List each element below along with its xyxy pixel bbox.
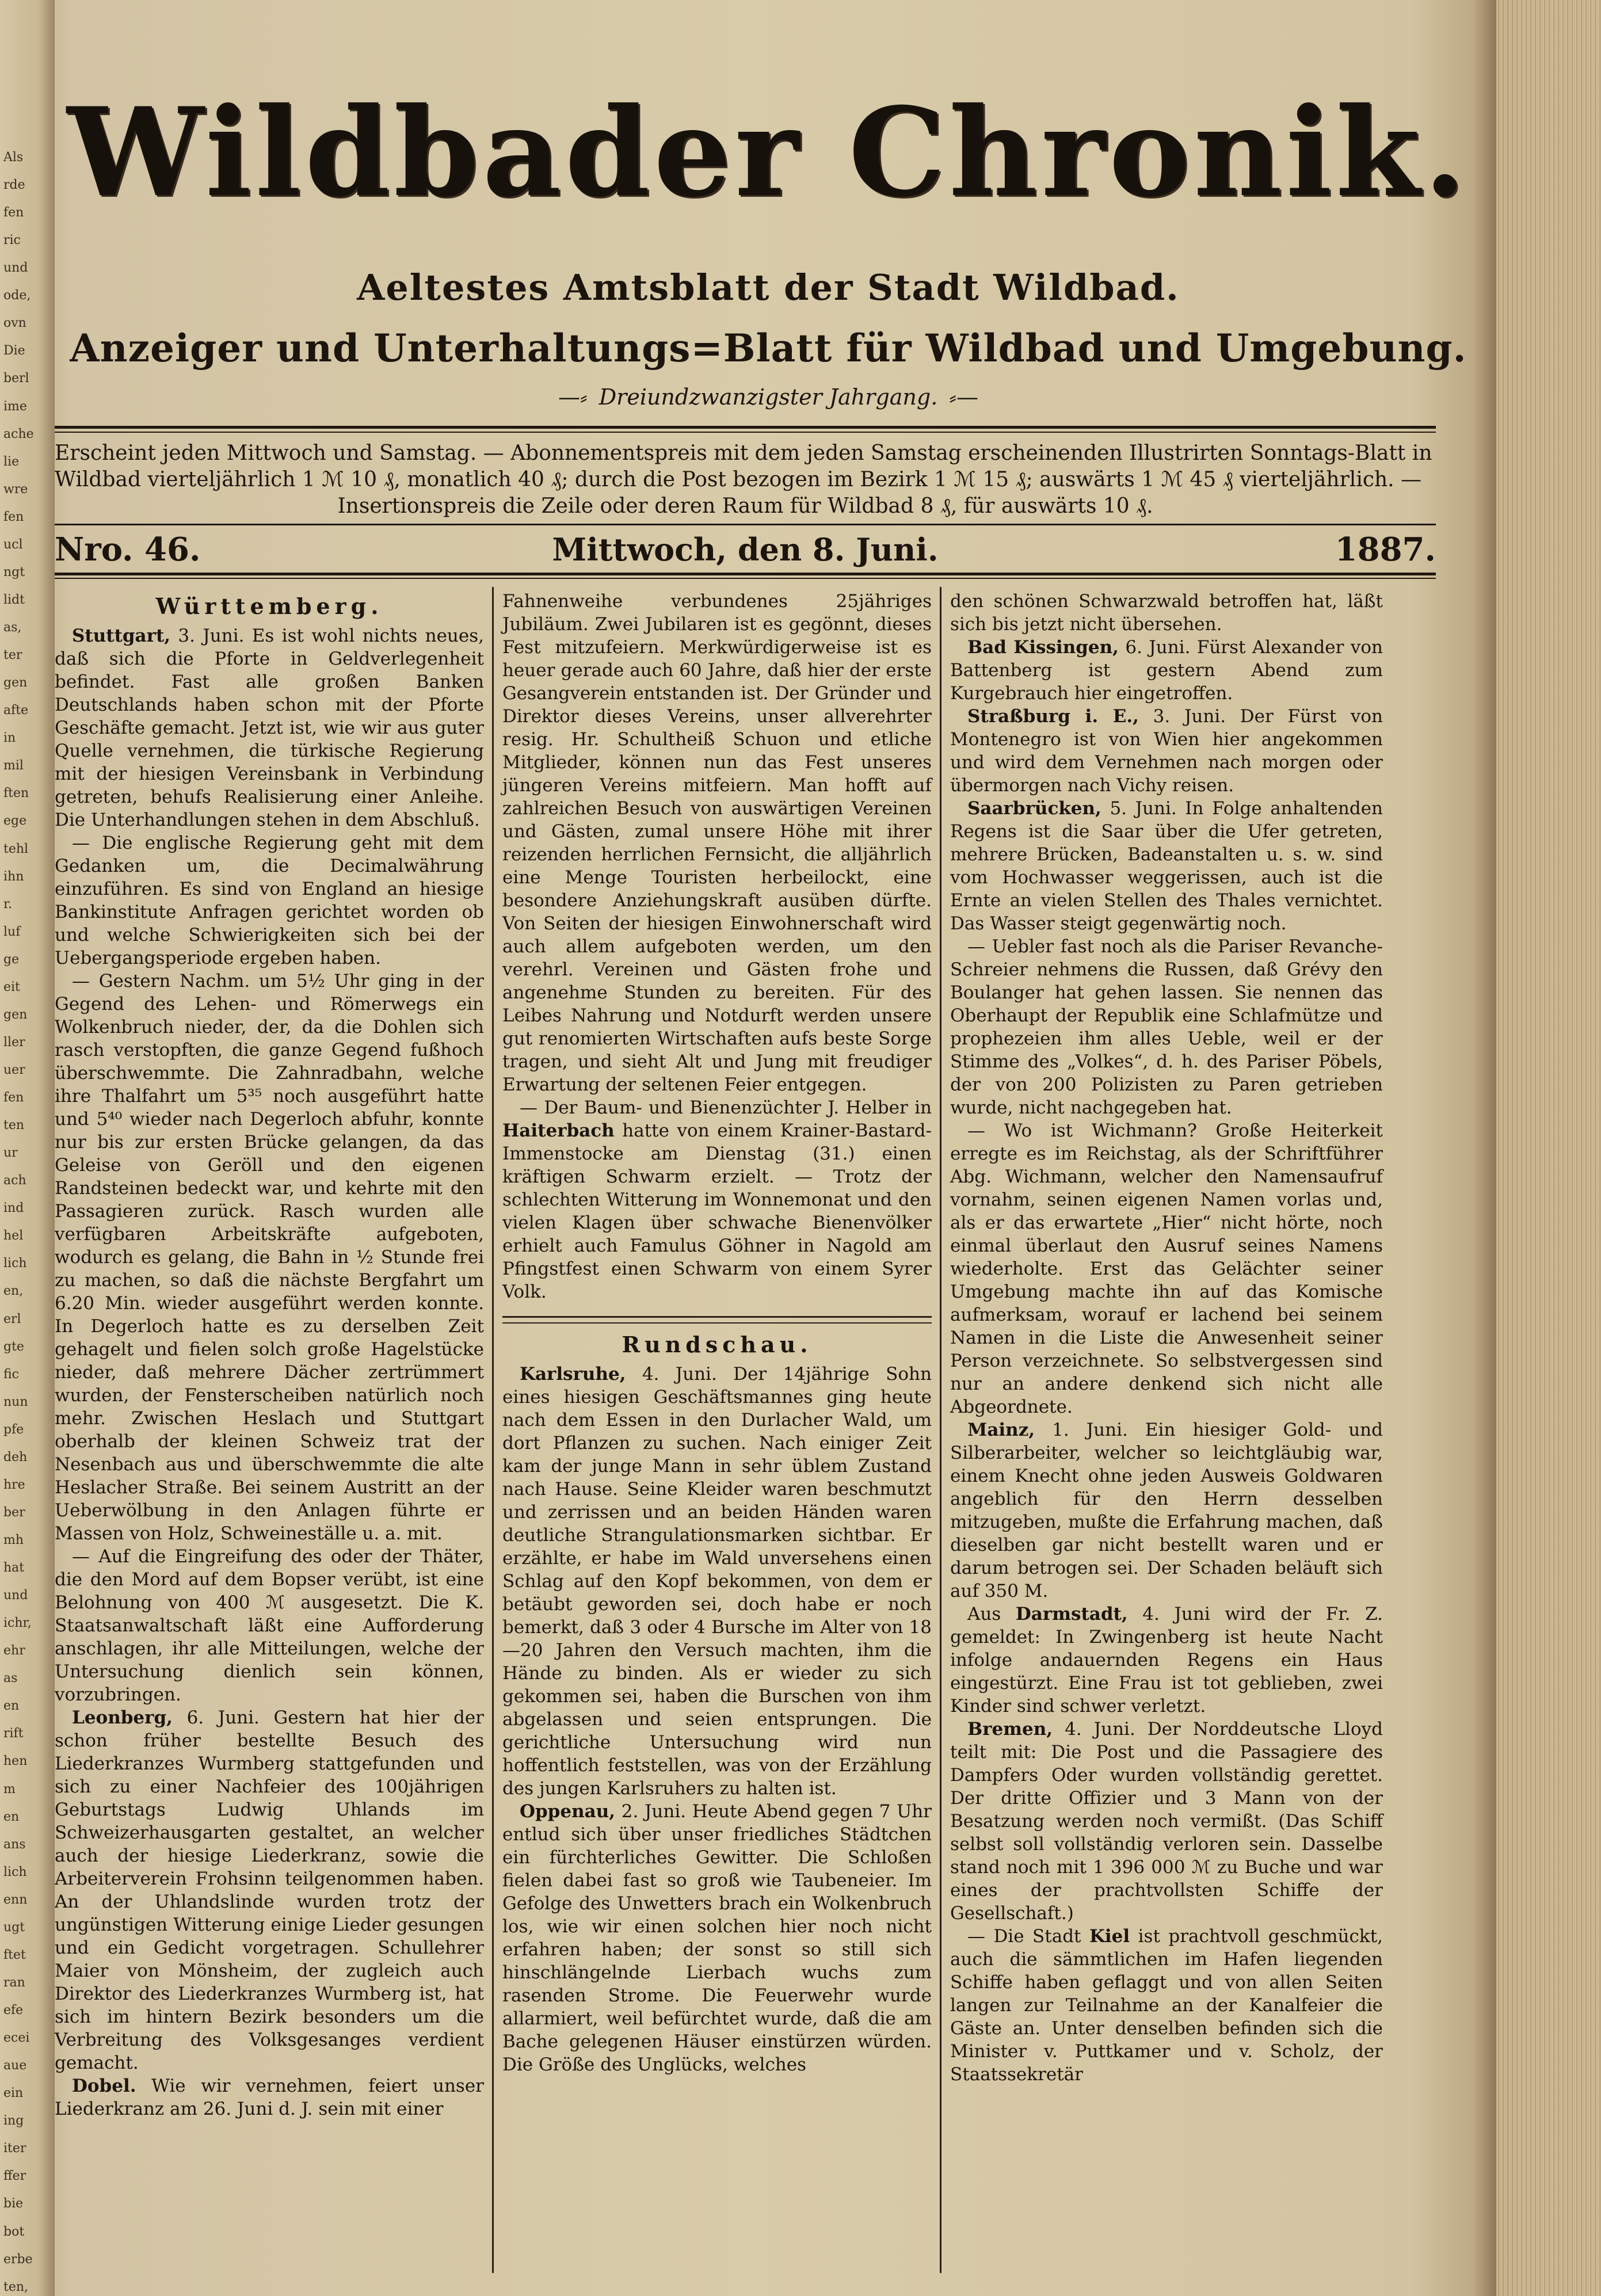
column-divider [940,587,941,2273]
facing-page-text-fragment: und [3,1588,28,1603]
section-separator [502,1316,932,1324]
facing-page-text-fragment: m [3,1782,16,1797]
article-paragraph [950,1603,1383,1718]
article-text: ist prachtvoll geschmückt, auch die sämmtlichen im Hafen liegenden Schiffe haben geflaggt und von allen Seiten langen zur Teilnahme an der Kanalfeier die Gäste an. Unter denselben befinden sich die Minister v. Puttkamer und v. Scholz, der Staatssekretär [950,1926,1383,2085]
article-text: 5. Juni. In Folge anhaltenden Regens ist die Saar über die Ufer getreten, mehrere Brücken, Badeanstalten u. s. w. sind vom Hochwasser weggerissen, auch ist die Ernte an vielen Stellen des Thales vernichtet. Das Wasser steigt gegenwärtig noch. [950,798,1383,934]
facing-page-text-fragment: ur [3,1146,18,1160]
article-paragraph [950,705,1383,797]
dateline: Stuttgart, [72,626,171,646]
article-text: 3. Juni. Es ist wohl nichts neues, daß sich die Pforte in Geldverlegenheit befindet. Fast alle großen Banken Deutschlands haben schon mit der Pforte Geschäfte gemacht. Jetzt ist, wie wir aus guter Quelle vernehmen, die türkische Regierung mit der hiesigen Vereinsbank in Verbindung getreten, behufs Realisierung einer Anleihe. Die Unterhandlungen stehen in dem Abschluß. [55,626,484,830]
column-divider [492,587,494,2273]
facing-page-text-fragment: eit [3,980,20,994]
dateline: Oppenau, [520,1801,616,1822]
facing-page-text-fragment: nun [3,1395,28,1409]
article-paragraph: Fahnenweihe verbundenes 25jähriges Jubiläum. Zwei Jubilaren ist es gegönnt, dieses Fest mitzufeiern. Merkwürdigerweise ist es heuer gerade auch 60 Jahre, daß hier der erste Gesangverein entstanden ist. Der Gründer und Direktor dieses Vereins, unser allverehrter resig. Hr. Schultheiß Schuon und etliche Mitglieder, können nun das Fest unseres jüngeren Vereins mitfeiern. Man hofft auf zahlreichen Besuch von auswärtigen Vereinen und Gästen, zumal unsere Höhe mit ihrer reizenden herrlichen Fernsicht, die alljährlich eine Menge Touristen herbeilockt, eine besondere Anziehungskraft ausüben dürfte. Von Seiten der hiesigen Einwohnerschaft wird auch allem aufgeboten werden, um den verehrl. Vereinen und Gästen frohe und angenehme Stunden zu bereiten. Für des Leibes Nahrung und Notdurft werden unsere gut renomierten Wirtschaften aufs beste Sorge tragen, und sieht Alt und Jung mit freudiger Erwartung der seltenen Feier entgegen. [502,591,932,1095]
facing-page-text-fragment: luf [3,925,21,939]
article-text: — Die Stadt [967,1926,1089,1947]
subscription-line: Insertionspreis die Zeile oder deren Raum für Wildbad 8 ₰, für auswärts 10 ₰. [337,494,1153,518]
facing-page-text-fragment: ucl [3,537,23,552]
facing-page-text-fragment: fic [3,1367,19,1382]
facing-page-text-fragment: ten [3,1118,25,1132]
facing-page-text-fragment: aue [3,2058,27,2073]
article-paragraph [950,797,1383,935]
facing-page-text-fragment: ege [3,814,27,828]
facing-page-text-fragment: as [3,1671,18,1685]
dateline: Mainz, [967,1420,1035,1440]
article-text: 3. Juni. Der Fürst von Montenegro ist von Wien hier angekommen und wird dem Vernehmen nach morgen oder übermorgen nach Vichy reisen. [950,706,1383,796]
dateline: Straßburg i. E., [967,706,1139,727]
facing-page-text-fragment: rift [3,1726,24,1741]
facing-page-text-fragment: fen [3,1090,24,1105]
article-text: 4. Juni. Der Norddeutsche Lloyd teilt mit: Die Post und die Passagiere des Dampfers Oder wurden vollständig gerettet. Der dritte Offizier und 3 Mann von der Besatzung werden noch vermißt. (Das Schiff selbst soll vollständig verloren sein. Dasselbe stand noch mit 1 396 000 ℳ zu Buche und war eines der prachtvollsten Schiffe der Gesellschaft.) [950,1719,1383,1924]
facing-page-text-fragment: hat [3,1561,25,1575]
dateline: Dobel. [72,2076,136,2096]
article-paragraph: den schönen Schwarzwald betroffen hat, läßt sich bis jetzt nicht übersehen. [950,591,1383,635]
ornament-left: —⸗ [558,384,588,410]
facing-page-text-fragment: lie [3,455,20,469]
facing-page-text-fragment: fen [3,510,24,524]
article-paragraph [950,1418,1383,1603]
article-paragraph [55,1706,484,2074]
facing-page-text-fragment: fen [3,205,24,220]
dateline: Kiel [1089,1926,1130,1947]
facing-page-text-fragment: ovn [3,316,26,330]
page-edges [1496,0,1601,2296]
dateline: Karlsruhe, [520,1364,626,1385]
article-paragraph: — Uebler fast noch als die Pariser Revanche-Schreier nehmens die Russen, daß Grévy den Boulanger hat gehen lassen. Sie nennen das Oberhaupt der Republik eine Schlafmütze und prophezeien ihm alles Ueble, weil er der Stimme des „Volkes“, d. h. des Pariser Pöbels, der von 200 Polizisten zu Paren getrieben wurde, nicht nachgegeben hat. [950,936,1383,1118]
article-text: 2. Juni. Heute Abend gegen 7 Uhr entlud sich über unser friedliches Städtchen ein fürchterliches Gewitter. Die Schloßen fielen dabei fast so groß wie Taubeneier. Im Gefolge des Unwetters brach ein Wolkenbruch los, wie wir einen solchen hier noch nicht erfahren haben; der sonst so still sich hinschlängelnde Lierbach wuchs zum rasenden Strome. Die Feuerwehr wurde allarmiert, weil befürchtet wurde, daß die am Bache gelegenen Häuser einstürzen würden. Die Größe des Unglücks, welches [502,1801,932,2075]
facing-page-text-fragment: in [3,731,16,745]
subscription-info [55,440,1436,520]
issue-number: Nro. 46. [55,531,201,569]
facing-page-text-fragment: berl [3,371,29,386]
facing-page-text-fragment: ric [3,233,21,247]
facing-page-text-fragment: deh [3,1450,28,1464]
article-text: 1. Juni. Ein hiesiger Gold- und Silberarbeiter, welcher so leichtgläubig war, einem Knecht ohne jeden Ausweis Goldwaren angeblich für den Herrn desselben mitzugeben, mußte die Erfahrung machen, daß dieselben gar nicht bestellt waren und er darum betrogen sei. Der Schaden beläuft sich auf 350 M. [950,1420,1383,1601]
subscription-line: Erscheint jeden Mittwoch und Samstag. — Abonnementspreis mit dem jeden Samstag erscheinenden Illustrirten Sonntags-Blatt in [55,441,1432,465]
facing-page-text-fragment: ach [3,1173,26,1188]
facing-page-text-fragment: ter [3,648,22,662]
facing-page-text-fragment: bie [3,2196,24,2211]
article-text: Wie wir vernehmen, feiert unser Liederkranz am 26. Juni d. J. sein mit einer [55,2076,484,2119]
facing-page-text-fragment: rde [3,178,25,192]
facing-page-text-fragment: Die [3,344,25,358]
facing-page-text-fragment: en, [3,1284,24,1298]
article-text: 6. Juni. Gestern hat hier der schon früher bestellte Besuch des Liederkranzes Wurmberg stattgefunden und sich zu einer Nachfeier des 100jährigen Geburtstags Ludwig Uhlands im Schweizerhausgarten gestaltet, an welcher auch der hiesige Liederkranz, sowie die Arbeiterverein Frohsinn teilgenommen haben. An der Uhlandslinde wurden trotz der ungünstigen Witterung einige Lieder gesungen und ein Gedicht vorgetragen. Schullehrer Maier von Mönsheim, der zugleich auch Direktor des Liederkranzes Wurmberg ist, hat sich im hintern Bezirk besonders um die Verbreitung des Volksgesanges verdient gemacht. [55,1707,484,2073]
facing-page-text-fragment: enn [3,1893,28,1907]
dateline: Darmstadt, [1015,1604,1128,1624]
facing-page-text-fragment: ichr, [3,1616,32,1630]
article-text: 6. Juni. Fürst Alexander von Battenberg ist gestern Abend zum Kurgebrauch hier eingetroffen. [950,637,1383,704]
subscription-line: Wildbad vierteljährlich 1 ℳ 10 ₰, monatlich 40 ₰; durch die Post bezogen im Bezirk 1 ℳ 15 ₰; auswärts 1 ℳ 45 ₰ vierteljährlich. — [55,468,1422,491]
article-paragraph: — Die englische Regierung geht mit dem Gedanken um, die Decimalwährung einzuführen. Es sind von England an hiesige Bankinstitute Anfragen gerichtet worden ob und welche Schwierigkeiten sich bei der Uebergangsperiode ergeben haben. [55,833,484,968]
ornament-right: ⸗— [949,384,978,410]
dateline: Leonberg, [72,1707,173,1728]
section-heading: Rundschau. [622,1332,813,1357]
facing-page-text-fragment: ngt [3,565,25,579]
article-text: — Der Baum- und Bienenzüchter J. Helber in [520,1097,932,1118]
dateline: Bad Kissingen, [967,637,1119,658]
column-2 [502,590,932,2076]
article-paragraph [950,1718,1383,1925]
facing-page-text-fragment: tehl [3,842,29,856]
facing-page-text-fragment: efe [3,2003,24,2017]
facing-page-text-fragment: en [3,1699,20,1713]
article-paragraph: — Gestern Nachm. um 5½ Uhr ging in der Gegend des Lehen- und Römerwegs ein Wolkenbruch nieder, der, da die Dohlen sich rasch verstopften, die ganze Gegend fußhoch überschwemmte. Die Zahnradbahn, welche ihre Thalfahrt um 5³⁵ noch ausgeführt hatte und 5⁴⁰ wieder nach Degerloch abfuhr, konnte nur bis zur ersten Brücke gelangen, da das Geleise von Geröll und den eigenen Randsteinen bedeckt war, und kehrte mit den Passagieren zurück. Rasch wurden alle verfügbaren Arbeitskräfte aufgeboten, wodurch es gelang, die Bahn in ½ Stunde frei zu machen, so daß die nächste Bergfahrt um 6.20 Min. wieder ausgeführt werden konnte. In Degerloch hatte es zu derselben Zeit gehagelt und fielen solch große Hagelstücke nieder, daß mehrere Dächer zertrümmert wurden, der Fensterscheiben natürlich noch mehr. Zwischen Heslach und Stuttgart oberhalb der kleinen Schweiz trat der Nesenbach aus und überschwemmte die alte Heslacher Straße. Bei seinem Austritt an der Ueberwölbung in den Anlagen führte er Massen von Holz, Schweineställe u. a. mit. [55,971,484,1544]
rule [55,578,1436,579]
facing-page-text-fragment: ans [3,1837,26,1852]
facing-page-text-fragment: iter [3,2141,26,2156]
article-paragraph [502,1800,932,2076]
facing-page-text-fragment: bot [3,2225,25,2239]
facing-page-text-fragment: lidt [3,593,25,607]
facing-page-text-fragment: ftet [3,1948,26,1962]
facing-page-text-fragment: mh [3,1533,24,1547]
article-paragraph: — Auf die Eingreifung des oder der Thäter, die den Mord auf dem Bopser verübt, ist eine Belohnung von 400 ℳ ausgesetzt. Die K. Staatsanwaltschaft läßt eine Aufforderung anschlagen, ihr alle Mitteilungen, welche der Untersuchung dienlich sein können, vorzubringen. [55,1546,484,1705]
article-paragraph [950,1925,1383,2086]
facing-page-text-fragment: hen [3,1754,28,1768]
facing-page-text-fragment: ime [3,399,27,414]
column-1 [55,590,484,2120]
article-paragraph: — Wo ist Wichmann? Große Heiterkeit erregte es im Reichstag, als der Schriftführer Abg. Wichmann, welcher den Namensaufruf vornahm, seinen eigenen Namen vorlas und, als er das erwartete „Hier“ nicht hörte, noch einmal überlaut den Ausruf seines Namens wiederholte. Erst das Gelächter seiner Umgebung machte ihn auf das Komische aufmerksam, worauf er lachend bei seinem Namen in die Liste die Anwesenheit seiner Person verzeichnete. So selbstvergessen sind nur an andere denkend sich nicht alle Abgeordnete. [950,1120,1383,1417]
facing-page-text-fragment: ugt [3,1920,25,1935]
dateline: Haiterbach [502,1120,615,1141]
facing-page-text-fragment: ber [3,1505,25,1520]
facing-page-text-fragment: ffer [3,2169,26,2183]
facing-page-text-fragment: ran [3,1975,25,1990]
rule [55,426,1436,429]
rule [55,573,1436,575]
facing-page-text-fragment: gen [3,1008,28,1022]
facing-page-text-fragment: hre [3,1478,25,1492]
dateline: Bremen, [967,1719,1053,1740]
facing-page-text-fragment: ein [3,2086,24,2100]
article-text: Aus [967,1604,1016,1624]
issue-bar [55,529,1436,570]
masthead-subtitle: Aeltestes Amtsblatt der Stadt Wildbad. [357,266,1180,308]
masthead-title: Wildbader Chronik. [67,81,1470,224]
facing-page-text-fragment: ften [3,786,29,800]
column-3 [950,590,1383,2086]
masthead-tagline: Anzeiger und Unterhaltungs=Blatt für Wildbad und Umgebung. [70,326,1467,371]
facing-page-text-fragment: ller [3,1035,25,1050]
dateline: Saarbrücken, [967,798,1101,819]
facing-page-fragment [0,0,55,2296]
volume-text: Dreiundzwanzigster Jahrgang. [599,384,938,410]
section-heading: Württemberg. [155,593,383,619]
facing-page-text-fragment: erbe [3,2252,33,2267]
article-paragraph [502,1363,932,1800]
facing-page-text-fragment: ing [3,2114,24,2128]
facing-page-text-fragment: und [3,261,28,275]
facing-page-text-fragment: ache [3,427,34,441]
facing-page-text-fragment: ode, [3,288,31,303]
facing-page-text-fragment: gen [3,676,28,690]
article-paragraph [55,2074,484,2120]
facing-page-text-fragment: ehr [3,1643,25,1658]
rule [55,524,1436,525]
article-paragraph [502,1096,932,1303]
facing-page-text-fragment: as, [3,620,22,635]
facing-page-text-fragment: hel [3,1229,24,1243]
facing-page-text-fragment: ecei [3,2031,30,2045]
issue-date: Mittwoch, den 8. Juni. [552,531,939,568]
rule [55,432,1436,433]
facing-page-text-fragment: ge [3,952,20,967]
article-text: 4. Juni. Der 14jährige Sohn eines hiesigen Geschäftsmannes ging heute nach dem Essen in den Durlacher Wald, um dort Pflanzen zu suchen. Nach einiger Zeit kam der junge Mann in sehr üblem Zustand nach Hause. Seine Kleider waren beschmutzt und zerrissen und an beiden Händen waren deutliche Strangulationsmarken sichtbar. Er erzählte, er habe im Wald unversehens einen Schlag auf den Kopf bekommen, von dem er betäubt geworden sei, doch habe er noch bemerkt, daß 3 oder 4 Bursche im Alter von 18—20 Jahren den Versuch machten, ihm die Hände zu binden. Als er wieder zu sich gekommen sei, haben die Burschen von ihm abgelassen und seien entsprungen. Die gerichtliche Untersuchung wird nun hoffentlich feststellen, was von der Erzählung des jungen Karlsruhers zu halten ist. [502,1364,932,1799]
facing-page-text-fragment: uer [3,1063,25,1077]
facing-page-text-fragment: ihn [3,869,24,884]
article-text: 4. Juni wird der Fr. Z. gemeldet: In Zwingenberg ist heute Nacht infolge andauernden Regens ein Haus eingestürzt. Eine Frau ist tot geblieben, zwei Kinder sind schwer verletzt. [950,1604,1383,1717]
facing-page-text-fragment: wre [3,482,28,497]
facing-page-text-fragment: r. [3,897,13,911]
issue-year: 1887. [1335,531,1436,569]
facing-page-text-fragment: lich [3,1865,27,1879]
facing-page-text-fragment: Als [3,150,24,165]
article-paragraph [950,636,1383,705]
facing-page-text-fragment: en [3,1810,20,1824]
article-text: hatte von einem Krainer-Bastard-Immenstocke am Dienstag (31.) einen kräftigen Schwarm erzielt. — Trotz der schlechten Witterung im Wonnemonat und den vielen Klagen über schwache Bienenvölker erhielt auch Famulus Göhner in Nagold am Pfingstfest einen Schwarm von einem Syrer Volk. [502,1120,932,1302]
volume-line [55,383,1482,411]
facing-page-text-fragment: mil [3,758,24,773]
page-content [55,0,1482,2296]
article-paragraph [55,624,484,832]
facing-page-text-fragment: ten, [3,2280,29,2294]
facing-page-text-fragment: lich [3,1256,27,1271]
facing-page-text-fragment: gte [3,1340,24,1354]
facing-page-text-fragment: ind [3,1201,24,1215]
facing-page-text-fragment: afte [3,703,29,718]
facing-page-text-fragment: pfe [3,1422,24,1437]
facing-page-text-fragment: erl [3,1312,21,1326]
